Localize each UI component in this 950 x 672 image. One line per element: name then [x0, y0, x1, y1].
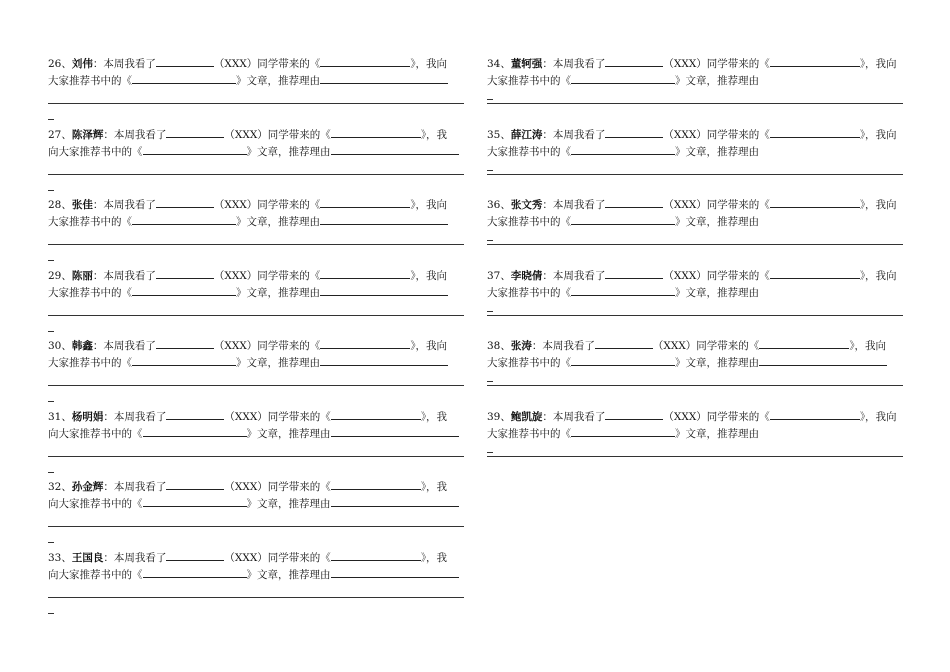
entry-line-1 — [48, 549, 464, 566]
answer-line[interactable] — [48, 244, 464, 245]
book-title-blank[interactable] — [770, 55, 860, 67]
book-title-blank[interactable] — [770, 126, 860, 138]
book-title-blank[interactable] — [770, 267, 860, 279]
article-title-blank[interactable] — [571, 284, 675, 296]
book-title-blank[interactable] — [331, 549, 421, 561]
reason-blank[interactable] — [320, 72, 448, 84]
entry-line-2 — [487, 425, 903, 442]
reason-blank[interactable] — [320, 284, 448, 296]
sentence-text: 大家推荐书中的《 — [48, 75, 132, 87]
short-dash — [48, 472, 54, 473]
entry-line-2 — [487, 143, 903, 160]
sentence-text: 》，我向 — [410, 199, 448, 211]
book-title-blank[interactable] — [331, 478, 421, 490]
entry-number: 28、 — [48, 199, 72, 211]
entry — [48, 267, 464, 338]
answer-line[interactable] — [48, 456, 464, 457]
entry — [48, 549, 464, 620]
sentence-text: ：本周我看了 — [103, 551, 167, 564]
sentence-text: （XXX）同学带来的《 — [224, 128, 331, 141]
sentence-text: 》，我向 — [859, 410, 897, 423]
answer-line[interactable] — [487, 244, 903, 245]
sentence-text: ：本周我看了 — [542, 410, 606, 423]
entry-line-2 — [487, 284, 903, 301]
article-title-blank[interactable] — [571, 425, 675, 437]
answer-line[interactable] — [48, 315, 464, 316]
article-title-blank[interactable] — [143, 495, 247, 507]
reason-blank[interactable] — [331, 425, 459, 437]
entry — [487, 55, 903, 126]
viewer-name-blank[interactable] — [166, 478, 224, 490]
sentence-text: 》文章，推荐理由 — [675, 216, 759, 228]
short-dash — [487, 311, 493, 312]
entry-line-2 — [48, 284, 464, 301]
entry-line-2 — [48, 566, 464, 583]
sentence-text: 大家推荐书中的《 — [487, 286, 571, 299]
entry-line-1 — [487, 55, 903, 72]
sentence-text: 大家推荐书中的《 — [48, 357, 132, 369]
sentence-text: 》文章，推荐理由 — [236, 357, 320, 369]
sentence-text: 》文章，推荐理由 — [675, 75, 759, 87]
entry-line-1 — [487, 337, 903, 354]
entry-number: 35、 — [487, 128, 511, 141]
entry-number: 31、 — [48, 410, 72, 423]
sentence-text: 大家推荐书中的《 — [48, 286, 132, 299]
viewer-name-blank[interactable] — [605, 196, 663, 208]
viewer-name-blank[interactable] — [595, 337, 653, 349]
sentence-text: ：本周我看了 — [542, 269, 606, 282]
entry-number: 27、 — [48, 128, 72, 141]
book-title-blank[interactable] — [759, 337, 849, 349]
student-name: 张涛 — [510, 340, 532, 352]
sentence-text: 大家推荐书中的《 — [487, 145, 571, 158]
sentence-text: ：本周我看了 — [531, 340, 595, 352]
short-dash — [487, 240, 493, 241]
sentence-text: 》，我向 — [410, 340, 448, 352]
short-dash — [487, 452, 493, 453]
entry-line-1 — [48, 196, 464, 213]
short-dash — [48, 260, 54, 261]
sentence-text: 大家推荐书中的《 — [48, 216, 132, 228]
sentence-text: （XXX）同学带来的《 — [213, 199, 321, 211]
entry-line-1 — [48, 267, 464, 284]
sentence-text: 》文章，推荐理由 — [236, 75, 320, 87]
entry — [487, 408, 903, 479]
reason-blank[interactable] — [759, 354, 887, 366]
sentence-text: 》文章，推荐理由 — [246, 568, 331, 581]
entry — [48, 337, 464, 408]
answer-line[interactable] — [48, 385, 464, 386]
reason-blank[interactable] — [331, 566, 459, 578]
sentence-text: 》，我向 — [410, 58, 448, 70]
sentence-text: （XXX）同学带来的《 — [213, 269, 321, 282]
answer-line[interactable] — [48, 174, 464, 175]
sentence-text: 》文章，推荐理由 — [236, 286, 320, 299]
sentence-text: 》文章，推荐理由 — [246, 498, 331, 510]
sentence-text: ：本周我看了 — [542, 199, 606, 211]
left-column — [48, 55, 464, 619]
entry-line-1 — [48, 478, 464, 495]
article-title-blank[interactable] — [143, 425, 247, 437]
viewer-name-blank[interactable] — [605, 126, 663, 138]
article-title-blank[interactable] — [571, 213, 675, 225]
sentence-text: 》，我 — [420, 410, 448, 423]
answer-line[interactable] — [487, 103, 903, 104]
sentence-text: 》，我 — [420, 481, 448, 493]
article-title-blank[interactable] — [132, 284, 236, 296]
entry-line-2 — [48, 213, 464, 230]
article-title-blank[interactable] — [571, 72, 675, 84]
sentence-text: 》，我向 — [859, 199, 897, 211]
sentence-text: 大家推荐书中的《 — [487, 216, 571, 228]
entry-number: 39、 — [487, 410, 511, 423]
sentence-text: 向大家推荐书中的《 — [48, 427, 143, 440]
student-name: 董轲强 — [510, 58, 543, 70]
entry — [48, 408, 464, 479]
article-title-blank[interactable] — [143, 566, 247, 578]
short-dash — [487, 99, 493, 100]
reason-blank[interactable] — [320, 213, 448, 225]
short-dash — [48, 542, 54, 543]
viewer-name-blank[interactable] — [166, 126, 224, 138]
entry-line-1 — [487, 196, 903, 213]
article-title-blank[interactable] — [571, 354, 675, 366]
entry-number: 37、 — [487, 269, 511, 282]
sentence-text: （XXX）同学带来的《 — [663, 128, 770, 141]
entry-line-1 — [487, 267, 903, 284]
sentence-text: （XXX）同学带来的《 — [213, 58, 321, 70]
reason-blank[interactable] — [320, 354, 448, 366]
entry-number: 32、 — [48, 481, 72, 493]
student-name: 韩鑫 — [71, 340, 93, 352]
book-title-blank[interactable] — [320, 337, 410, 349]
book-title-blank[interactable] — [331, 126, 421, 138]
book-title-blank[interactable] — [320, 267, 410, 279]
entry-line-1 — [48, 126, 464, 143]
entry — [487, 126, 903, 197]
entry — [48, 55, 464, 126]
sentence-text: ：本周我看了 — [542, 128, 606, 141]
entry-line-2 — [487, 72, 903, 89]
sentence-text: （XXX）同学带来的《 — [652, 340, 760, 352]
book-title-blank[interactable] — [320, 196, 410, 208]
sentence-text: 》，我 — [420, 551, 448, 564]
article-title-blank[interactable] — [132, 354, 236, 366]
sentence-text: 》文章，推荐理由 — [675, 145, 759, 158]
sentence-text: 》，我向 — [859, 58, 897, 70]
entry-line-1 — [487, 408, 903, 425]
entry-line-1 — [48, 337, 464, 354]
entry-line-2 — [48, 354, 464, 371]
sentence-text: ：本周我看了 — [92, 340, 156, 352]
answer-line[interactable] — [48, 597, 464, 598]
sentence-text: 大家推荐书中的《 — [487, 75, 571, 87]
short-dash — [48, 613, 54, 614]
viewer-name-blank[interactable] — [166, 408, 224, 420]
sentence-text: 》，我向 — [849, 340, 887, 352]
sentence-text: 》，我向 — [859, 269, 897, 282]
viewer-name-blank[interactable] — [156, 337, 214, 349]
sentence-text: 》文章，推荐理由 — [675, 357, 759, 369]
book-title-blank[interactable] — [320, 55, 410, 67]
book-title-blank[interactable] — [770, 408, 860, 420]
entry-line-2 — [48, 143, 464, 160]
student-name: 刘伟 — [71, 58, 93, 70]
entry — [48, 196, 464, 267]
sentence-text: 》文章，推荐理由 — [675, 286, 759, 299]
sentence-text: （XXX）同学带来的《 — [663, 410, 770, 423]
answer-line[interactable] — [487, 456, 903, 457]
sentence-text: 大家推荐书中的《 — [487, 427, 571, 440]
viewer-name-blank[interactable] — [156, 196, 214, 208]
article-title-blank[interactable] — [132, 72, 236, 84]
entry-line-1 — [487, 126, 903, 143]
student-name: 薛江涛 — [510, 128, 543, 141]
entry — [48, 126, 464, 197]
sentence-text: （XXX）同学带来的《 — [224, 410, 331, 423]
short-dash — [48, 119, 54, 120]
viewer-name-blank[interactable] — [605, 55, 663, 67]
answer-line[interactable] — [48, 526, 464, 527]
entry-number: 29、 — [48, 269, 72, 282]
viewer-name-blank[interactable] — [156, 267, 214, 279]
sentence-text: 》，我 — [420, 128, 448, 141]
student-name: 孙金辉 — [71, 481, 104, 493]
entry-number: 36、 — [487, 199, 511, 211]
viewer-name-blank[interactable] — [605, 408, 663, 420]
short-dash — [48, 331, 54, 332]
sentence-text: （XXX）同学带来的《 — [663, 269, 770, 282]
article-title-blank[interactable] — [132, 213, 236, 225]
student-name: 陈丽 — [71, 269, 93, 282]
sentence-text: ：本周我看了 — [103, 410, 167, 423]
sentence-text: 大家推荐书中的《 — [487, 357, 571, 369]
entry-line-2 — [48, 72, 464, 89]
sentence-text: 向大家推荐书中的《 — [48, 498, 143, 510]
entry-line-2 — [48, 495, 464, 512]
sentence-text: （XXX）同学带来的《 — [213, 340, 321, 352]
sentence-text: （XXX）同学带来的《 — [663, 58, 770, 70]
entry-line-1 — [48, 55, 464, 72]
entry-line-2 — [487, 213, 903, 230]
viewer-name-blank[interactable] — [156, 55, 214, 67]
sentence-text: ：本周我看了 — [92, 269, 156, 282]
student-name: 张文秀 — [510, 199, 543, 211]
article-title-blank[interactable] — [571, 143, 675, 155]
viewer-name-blank[interactable] — [166, 549, 224, 561]
entry-number: 34、 — [487, 58, 511, 70]
student-name: 杨明娟 — [71, 410, 104, 423]
sentence-text: ：本周我看了 — [103, 481, 167, 493]
sentence-text: ：本周我看了 — [542, 58, 606, 70]
entry-line-2 — [48, 425, 464, 442]
article-title-blank[interactable] — [143, 143, 247, 155]
entry — [487, 337, 903, 408]
student-name: 张佳 — [71, 199, 93, 211]
entry-number: 26、 — [48, 58, 72, 70]
sentence-text: ：本周我看了 — [92, 58, 156, 70]
sentence-text: （XXX）同学带来的《 — [224, 551, 331, 564]
sentence-text: 》文章，推荐理由 — [236, 216, 320, 228]
student-name: 李晓倩 — [510, 269, 543, 282]
entry-number: 30、 — [48, 340, 72, 352]
sentence-text: 》，我向 — [410, 269, 448, 282]
sentence-text: 》，我向 — [859, 128, 897, 141]
answer-line[interactable] — [487, 385, 903, 386]
entry — [487, 267, 903, 338]
sentence-text: （XXX）同学带来的《 — [663, 199, 770, 211]
sentence-text: 向大家推荐书中的《 — [48, 568, 143, 581]
short-dash — [48, 190, 54, 191]
answer-line[interactable] — [487, 315, 903, 316]
entry — [487, 196, 903, 267]
answer-line[interactable] — [487, 174, 903, 175]
entry-line-2 — [487, 354, 903, 371]
short-dash — [487, 170, 493, 171]
sentence-text: ：本周我看了 — [103, 128, 167, 141]
short-dash — [48, 401, 54, 402]
sentence-text: （XXX）同学带来的《 — [224, 481, 331, 493]
sentence-text: 向大家推荐书中的《 — [48, 145, 143, 158]
reason-blank[interactable] — [331, 143, 459, 155]
book-title-blank[interactable] — [770, 196, 860, 208]
answer-line[interactable] — [48, 103, 464, 104]
sentence-text: 》文章，推荐理由 — [246, 427, 331, 440]
student-name: 陈泽辉 — [71, 128, 104, 141]
reason-blank[interactable] — [331, 495, 459, 507]
sentence-text: 》文章，推荐理由 — [675, 427, 759, 440]
student-name: 王国良 — [71, 551, 104, 564]
student-name: 鲍凯旋 — [510, 410, 543, 423]
book-title-blank[interactable] — [331, 408, 421, 420]
sentence-text: ：本周我看了 — [92, 199, 156, 211]
entry-line-1 — [48, 408, 464, 425]
entry-number: 33、 — [48, 551, 72, 564]
entry — [48, 478, 464, 549]
right-column — [487, 55, 903, 478]
sentence-text: 》文章，推荐理由 — [246, 145, 331, 158]
viewer-name-blank[interactable] — [605, 267, 663, 279]
entry-number: 38、 — [487, 340, 511, 352]
short-dash — [487, 381, 493, 382]
